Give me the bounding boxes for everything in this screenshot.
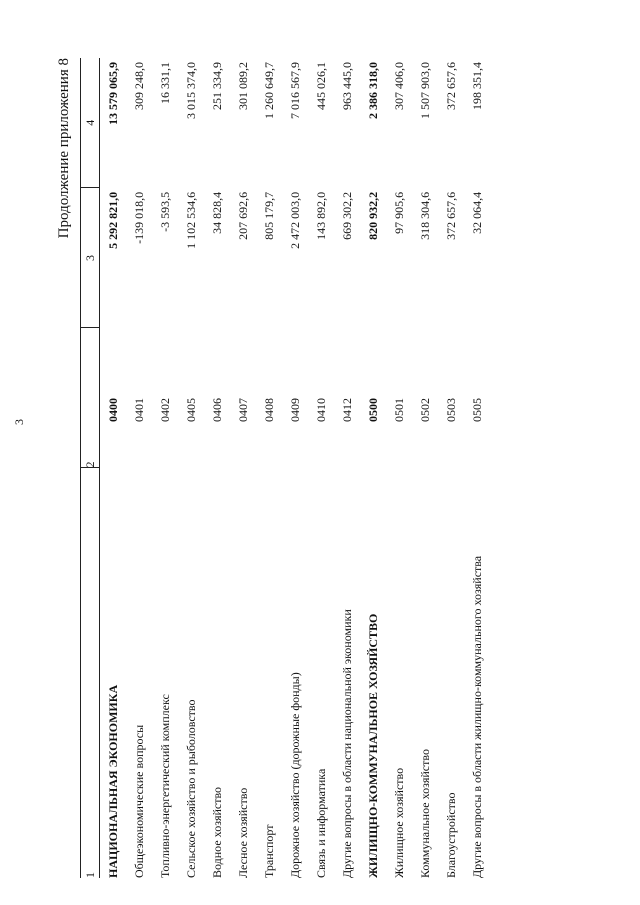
- budget-table: [80, 58, 490, 878]
- row-name: Другие вопросы в области жилищно-коммунального хозяйства: [469, 555, 484, 878]
- row-value-col3: -3 593,5: [157, 191, 172, 232]
- row-code: 0505: [469, 398, 484, 422]
- row-name: Жилищное хозяйство: [391, 767, 406, 878]
- row-name: Транспорт: [261, 824, 276, 878]
- table-row: [282, 58, 308, 878]
- column-header-4: 4: [81, 58, 100, 188]
- table-row: [178, 58, 204, 878]
- table-row: [100, 58, 127, 878]
- row-value-col3: -139 018,0: [131, 191, 146, 244]
- row-value-col4: 372 657,6: [443, 62, 458, 110]
- table-row: [308, 58, 334, 878]
- row-value-col3: 32 064,4: [469, 191, 484, 234]
- row-name: Водное хозяйство: [209, 786, 224, 878]
- column-header-1: 1: [81, 468, 100, 878]
- row-name: Лесное хозяйство: [235, 787, 250, 878]
- table-row: [230, 58, 256, 878]
- row-value-col4: 13 579 065,9: [105, 62, 120, 125]
- row-code: 0408: [261, 398, 276, 422]
- table-row: [126, 58, 152, 878]
- row-name: Топливно-энергетический комплекс: [157, 694, 172, 878]
- row-value-col3: 143 892,0: [313, 191, 328, 240]
- table-row: [204, 58, 230, 878]
- table-row: [412, 58, 438, 878]
- row-name: НАЦИОНАЛЬНАЯ ЭКОНОМИКА: [105, 684, 120, 878]
- row-value-col4: 2 386 318,0: [365, 62, 380, 119]
- row-name: Общеэкономические вопросы: [131, 724, 146, 878]
- row-name: Коммунальное хозяйство: [417, 749, 432, 878]
- column-header-2: 2: [81, 328, 100, 468]
- row-name: Сельское хозяйство и рыболовство: [183, 699, 198, 878]
- row-value-col4: 307 406,0: [391, 62, 406, 110]
- row-value-col4: 445 026,1: [313, 62, 328, 110]
- rotated-page-content: [56, 58, 616, 878]
- row-value-col4: 198 351,4: [469, 62, 484, 110]
- table-row: [438, 58, 464, 878]
- row-name: Другие вопросы в области национальной экономики: [339, 609, 354, 878]
- row-name: Благоустройство: [443, 792, 458, 878]
- row-value-col3: 669 302,2: [339, 191, 354, 240]
- row-value-col3: 34 828,4: [209, 191, 224, 234]
- table-row: [386, 58, 412, 878]
- table-row: [334, 58, 360, 878]
- table-header-row: [81, 58, 100, 878]
- row-value-col4: 16 331,1: [157, 62, 172, 104]
- row-value-col4: 3 015 374,0: [183, 62, 198, 119]
- appendix-caption: Продолжение приложения 8: [56, 58, 72, 239]
- row-code: 0503: [443, 398, 458, 422]
- row-value-col3: 820 932,2: [365, 191, 380, 240]
- page-number: 3: [12, 419, 26, 425]
- row-value-col3: 805 179,7: [261, 191, 276, 240]
- row-value-col3: 1 102 534,6: [183, 191, 198, 249]
- row-code: 0406: [209, 398, 224, 422]
- row-code: 0410: [313, 398, 328, 422]
- row-value-col3: 318 304,6: [417, 191, 432, 240]
- row-code: 0409: [287, 398, 302, 422]
- row-value-col3: 5 292 821,0: [105, 191, 120, 249]
- table-row: [464, 58, 490, 878]
- row-value-col3: 372 657,6: [443, 191, 458, 240]
- row-code: 0412: [339, 398, 354, 422]
- row-name: ЖИЛИЩНО-КОММУНАЛЬНОЕ ХОЗЯЙСТВО: [365, 613, 380, 878]
- row-value-col4: 1 260 649,7: [261, 62, 276, 119]
- row-name: Дорожное хозяйство (дорожные фонды): [287, 672, 302, 878]
- table-body: [100, 58, 491, 878]
- row-code: 0400: [105, 398, 120, 422]
- row-value-col4: 251 334,9: [209, 62, 224, 110]
- row-code: 0401: [131, 398, 146, 422]
- row-code: 0500: [365, 398, 380, 422]
- table-row: [152, 58, 178, 878]
- row-code: 0407: [235, 398, 250, 422]
- row-code: 0501: [391, 398, 406, 422]
- row-value-col4: 301 089,2: [235, 62, 250, 110]
- row-value-col3: 97 905,6: [391, 191, 406, 234]
- table-row: [360, 58, 386, 878]
- row-name: Связь и информатика: [313, 768, 328, 878]
- row-value-col4: 1 507 903,0: [417, 62, 432, 119]
- row-code: 0402: [157, 398, 172, 422]
- column-header-3: 3: [81, 188, 100, 328]
- row-value-col3: 207 692,6: [235, 191, 250, 240]
- table-row: [256, 58, 282, 878]
- row-code: 0502: [417, 398, 432, 422]
- row-code: 0405: [183, 398, 198, 422]
- row-value-col4: 309 248,0: [131, 62, 146, 110]
- row-value-col3: 2 472 003,0: [287, 191, 302, 249]
- row-value-col4: 7 016 567,9: [287, 62, 302, 119]
- row-value-col4: 963 445,0: [339, 62, 354, 110]
